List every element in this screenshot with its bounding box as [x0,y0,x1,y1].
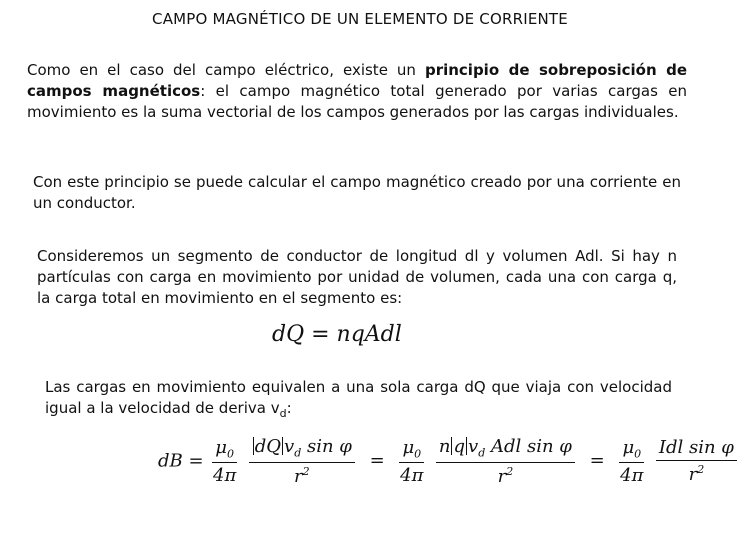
paragraph-text: Como en el caso del campo eléctrico, existe un [27,61,425,79]
paragraph-superposition [27,60,687,123]
bold-term: principio de sobreposición de campos magnéticos [27,61,687,100]
paragraph-text: Las cargas en movimiento equivalen a una sola carga dQ que viaja con velocidad igual a la velocidad de deriva v [45,378,672,417]
fraction-mu: $\frac{\mu_0}{4\pi}$ [213,436,237,487]
formula-lhs: dB = [158,450,204,472]
paragraph-segment: Consideremos un segmento de conductor de longitud dl y volumen Adl. Si hay n partículas con carga en movimiento por unidad de volumen, cada una con carga q, la carga total en movimiento en el segmento es: [37,247,677,307]
equals-sign: = [369,450,385,472]
fraction-term1: $\frac{dQ v_d \sin \varphi}{r^2}$ [249,436,355,487]
fraction-term2: $\frac{n q v_d Adl \sin \varphi}{r^2}$ [436,436,575,487]
paragraph-text: : el campo magnético total generado por varias cargas en movimiento es la suma vectorial de los campos generados por las cargas individuales. [27,82,687,121]
fraction-mu: $\frac{\mu_0}{4\pi}$ [620,436,644,487]
paragraph-text: : [286,399,292,417]
formula-dq: dQ = nqAdl [272,322,402,347]
subscript: d [279,407,287,420]
paragraph-drift [45,377,672,424]
equals-sign: = [589,450,605,472]
fraction-term3: $\frac{\text{Idl sin φ}}{r^2}$ [656,437,737,485]
formula-db [158,436,740,487]
page-title: CAMPO MAGNÉTICO DE UN ELEMENTO DE CORRIENTE [152,10,568,28]
fraction-mu: $\frac{\mu_0}{4\pi}$ [400,436,424,487]
paragraph-current: Con este principio se puede calcular el campo magnético creado por una corriente en un conductor. [33,173,681,212]
